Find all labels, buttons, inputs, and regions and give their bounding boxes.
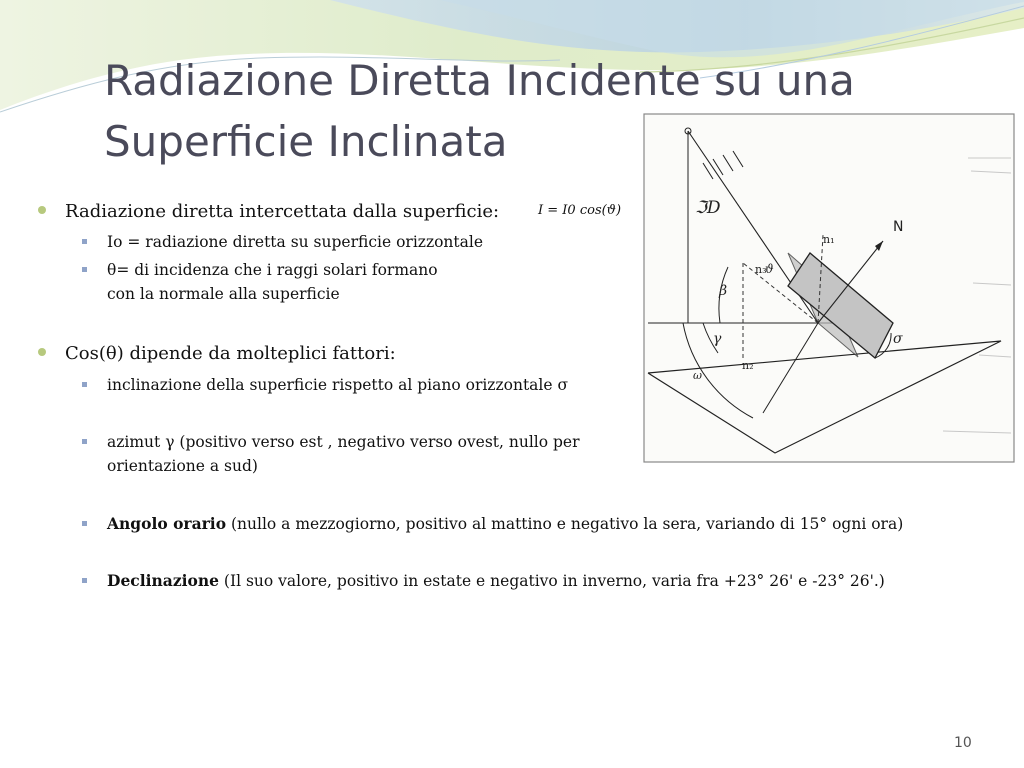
label-beta: β	[719, 283, 728, 299]
subbullet-line-1: azimut γ (positivo verso est , negativo verso ovest, nullo per	[107, 433, 580, 451]
bullet-dot-icon	[38, 348, 46, 356]
label-omega: ω	[693, 369, 702, 382]
label-n1: n₁	[823, 233, 835, 246]
slide-title	[104, 50, 855, 172]
bullet-dot-icon	[38, 206, 46, 214]
label-n3: n₃	[755, 263, 767, 276]
incidence-diagram	[643, 113, 1015, 463]
bullet-square-icon	[82, 439, 87, 444]
subbullet-line-1: θ= di incidenza che i raggi solari formano	[107, 261, 438, 279]
bullet-square-icon	[82, 521, 87, 526]
label-theta: ϑ	[765, 262, 774, 276]
subbullet-text: Io = radiazione diretta su superficie orizzontale	[107, 233, 484, 251]
label-sigma: σ	[893, 331, 903, 347]
subbullet-text	[107, 430, 580, 478]
subbullet-rest: (nullo a mezzogiorno, positivo al mattino e negativo la sera, variando di 15° ogni ora)	[226, 515, 904, 533]
bullet-square-icon	[82, 239, 87, 244]
label-gamma: γ	[713, 331, 722, 347]
subbullet-text	[107, 258, 438, 306]
bullet-text: Radiazione diretta intercettata dalla superficie:	[65, 201, 500, 222]
formula: I = I0 cos(ϑ)	[538, 203, 622, 218]
subbullet-bold-term: Angolo orario	[107, 514, 227, 533]
subbullet-line-2: orientazione a sud)	[107, 457, 258, 475]
bullet-square-icon	[82, 382, 87, 387]
bullet-square-icon	[82, 578, 87, 583]
subbullet-text	[107, 512, 903, 536]
slide-title-line-2: Superficie Inclinata	[104, 117, 508, 166]
subbullet-text: inclinazione della superficie rispetto al piano orizzontale σ	[107, 376, 569, 394]
slide-title-line-1: Radiazione Diretta Incidente su una	[104, 56, 855, 105]
bullet-square-icon	[82, 267, 87, 272]
label-normal: N	[893, 219, 904, 235]
label-sun-ray: ℑD	[695, 198, 721, 218]
subbullet-bold-term: Declinazione	[107, 571, 219, 590]
subbullet-line-2: con la normale alla superficie	[107, 285, 340, 303]
page-number: 10	[954, 735, 972, 751]
bullet-text: Cos(θ) dipende da molteplici fattori:	[65, 343, 396, 364]
subbullet-text	[107, 569, 885, 593]
label-n2: n₂	[742, 359, 754, 372]
subbullet-rest: (Il suo valore, positivo in estate e negativo in inverno, varia fra +23° 26' e -23° 26'.)	[219, 572, 885, 590]
